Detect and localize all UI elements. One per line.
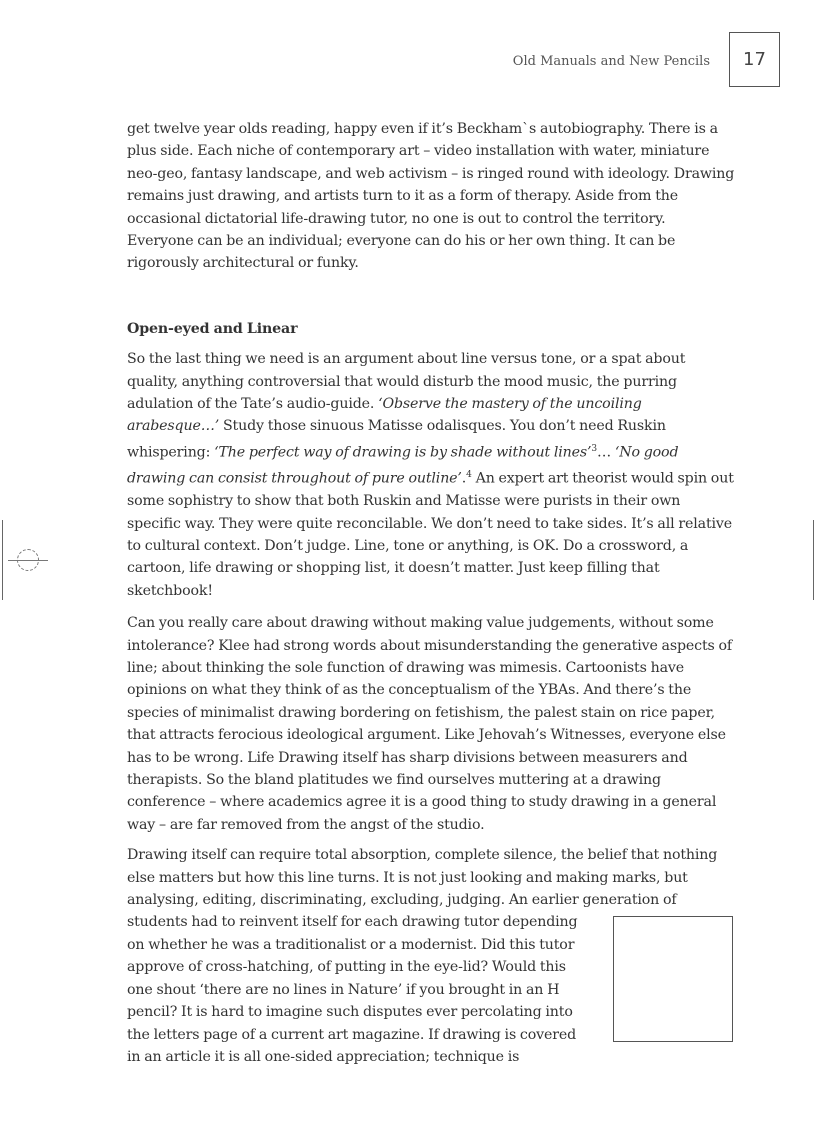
paragraph-text: So the last thing we need is an argument about line versus tone, or a spat about quality, anything controversial that would disturb the mood music, the purring adulation of the Tate’s audio-guide.: [127, 351, 686, 413]
footnote-marker: 4: [466, 470, 472, 481]
quote-ruskin-shade: ‘The perfect way of drawing is by shade without lines’: [214, 444, 592, 461]
image-placeholder-box: [613, 916, 733, 1042]
paragraph-text: .: [461, 470, 467, 487]
text-wrap-spacer: [734, 844, 735, 917]
registration-crosshair: [8, 560, 48, 561]
quote-ruskin-outline: ‘No good drawing can consist throughout of pure outline’: [127, 444, 679, 487]
crop-line-left: [2, 520, 3, 600]
paragraph-text: …: [596, 444, 615, 461]
footnote-marker: 3: [591, 443, 597, 454]
section-heading: Open-eyed and Linear: [127, 320, 298, 337]
intro-paragraph: get twelve year olds reading, happy even if it’s Beckham`s autobiography. There is a plus side. Each niche of contemporary art – video installation with water, miniature neo-geo, fantasy landscape, and web activism – is ringed round with ideology. Drawing remains just drawing, and artists turn to it as a form of therapy. Aside from the occasional dictatorial life-drawing tutor, no one is out to control the territory. Everyone can be an individual; everyone can do his or her own thing. It can be rigorously architectural or funky.: [127, 121, 735, 272]
paragraph-text: Study those sinuous Matisse odalisques. You don’t need Ruskin whispering:: [127, 418, 666, 461]
crop-line-right: [813, 520, 814, 600]
paragraph-line-versus-tone: [127, 348, 735, 602]
paragraph-text: An expert art theorist would spin out some sophistry to show that both Ruskin and Matisse were purists in their own specific way. They were quite reconcilable. We don’t need to take sides. It’s all relative to cultural context. Don’t judge. Line, tone or anything, is OK. Do a crossword, a cartoon, life drawing or shopping list, it doesn’t matter. Just keep filling that sketchbook!: [127, 470, 734, 599]
page-number: 17: [729, 32, 780, 87]
paragraph-value-judgements: Can you really care about drawing without making value judgements, without some intolerance? Klee had strong words about misunderstanding the generative aspects of line; about thinking the sole function of drawing was mimesis. Cartoonists have opinions on what they think of as the conceptualism of the YBAs. And there’s the species of minimalist drawing bordering on fetishism, the palest stain on rice paper, that attracts ferocious ideological argument. Like Jehovah’s Witnesses, everyone else has to be wrong. Life Drawing itself has sharp divisions between measurers and therapists. So the bland platitudes we find ourselves muttering at a drawing conference – where academics agree it is a good thing to study drawing in a general way – are far removed from the angst of the studio.: [127, 615, 733, 833]
quote-matisse-audio-guide: ‘Observe the mastery of the uncoiling arabesque…’: [127, 396, 642, 435]
running-head-title: Old Manuals and New Pencils: [512, 54, 710, 69]
paragraph-text: Drawing itself can require total absorption, complete silence, the belief that nothing else matters but how this line turns. It is not just looking and making marks, but analysing, editing, discriminating, excluding, judging. An earlier generation of students had to reinvent itself for each drawing tutor depending on whether he was a traditionalist or a modernist. Did this tutor approve of cross-hatching, of putting in the eye-lid? Would this one shout ‘there are no lines in Nature’ if you brought in an H pencil? It is hard to imagine such disputes ever percolating into the letters page of a current art magazine. If drawing is covered in an article it is all one-sided appreciation; technique is: [127, 847, 718, 1065]
